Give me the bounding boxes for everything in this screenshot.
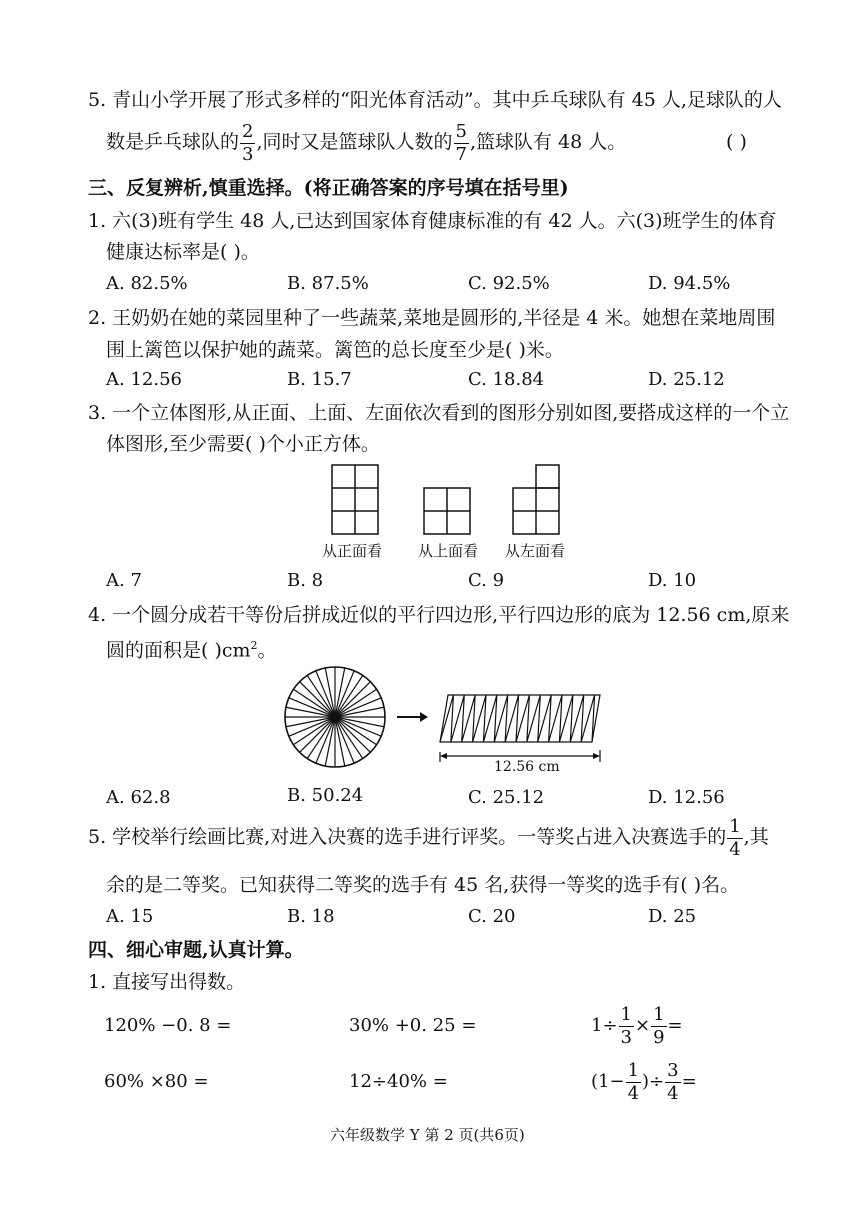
q1-option-c[interactable]: C. 92.5% <box>468 273 550 294</box>
calc-item-4: 60% ×80 = <box>104 1071 209 1092</box>
top-view-grid <box>424 488 470 534</box>
q4-option-d[interactable]: D. 12.56 <box>648 787 725 808</box>
sector-zigzag <box>440 695 595 742</box>
q3-option-a[interactable]: A. 7 <box>106 570 142 591</box>
q3-option-d[interactable]: D. 10 <box>648 570 697 591</box>
approx-parallelogram <box>440 695 600 742</box>
judge-q5-text-b: ,同时又是篮球队人数的 <box>256 131 453 153</box>
fraction: $\frac{2}{3}$ <box>242 120 254 165</box>
circle-to-parallelogram-figure <box>280 662 610 780</box>
q1-line1: 1. 六(3)班有学生 48 人,已达到国家体育健康标准的有 42 人。六(3)班学生的体育 <box>88 210 777 232</box>
page-footer: 六年级数学 Y 第 2 页(共6页) <box>330 1126 525 1144</box>
q5-option-c[interactable]: C. 20 <box>468 906 516 927</box>
q2-option-a[interactable]: A. 12.56 <box>106 369 182 390</box>
calc-q1-title: 1. 直接写出得数。 <box>88 971 246 993</box>
q5-option-a[interactable]: A. 15 <box>106 906 154 927</box>
q1-option-a[interactable]: A. 82.5% <box>106 273 188 294</box>
q2-option-d[interactable]: D. 25.12 <box>648 369 725 390</box>
squared-superscript: 2 <box>250 639 258 652</box>
view-label-top: 从上面看 <box>418 542 479 560</box>
q5-line2: 余的是二等奖。已知获得二等奖的选手有 45 名,获得一等奖的选手有( )名。 <box>106 874 740 896</box>
answer-paren[interactable]: ( ) <box>726 131 747 153</box>
fraction: $\frac{1}{4}$ <box>729 815 741 860</box>
q4-option-c[interactable]: C. 25.12 <box>468 787 545 808</box>
q3-line2: 体图形,至少需要( )个小正方体。 <box>106 433 380 455</box>
calc-item-6: (1− $\frac{1}{4}$ )÷ $\frac{3}{4}$ = <box>591 1059 697 1104</box>
q3-line1: 3. 一个立体图形,从正面、上面、左面依次看到的图形分别如图,要搭成这样的一个立 <box>88 402 790 424</box>
calc-item-1: 120% −0. 8 = <box>104 1015 232 1036</box>
judge-q5-text-c: ,篮球队有 48 人。 <box>469 131 627 153</box>
arrow-icon <box>397 712 428 722</box>
calc-item-2: 30% +0. 25 = <box>349 1015 477 1036</box>
q1-option-b[interactable]: B. 87.5% <box>287 273 369 294</box>
q1-line2: 健康达标率是( )。 <box>106 241 260 263</box>
judge-q5-line1: 5. 青山小学开展了形式多样的“阳光体育活动”。其中乒乓球队有 45 人,足球队的人 <box>88 89 782 111</box>
q4-option-b[interactable]: B. 50.24 <box>287 785 364 806</box>
base-length-label: 12.56 cm <box>494 759 560 775</box>
front-view-grid <box>332 465 378 534</box>
circle-center <box>332 714 338 720</box>
q2-line1: 2. 王奶奶在她的菜园里种了一些蔬菜,菜地是圆形的,半径是 4 米。她想在菜地周围 <box>88 307 776 329</box>
calc-item-3: 1÷ $\frac{1}{3}$ × $\frac{1}{9}$ = <box>591 1003 683 1048</box>
q4-line1: 4. 一个圆分成若干等份后拼成近似的平行四边形,平行四边形的底为 12.56 cm,原来 <box>88 604 790 626</box>
section-3-heading: 三、反复辨析,慎重选择。(将正确答案的序号填在括号里) <box>88 177 569 199</box>
q5-option-d[interactable]: D. 25 <box>648 906 697 927</box>
view-label-front: 从正面看 <box>322 542 383 560</box>
judge-q5-line2 <box>106 120 626 164</box>
fraction: $\frac{5}{7}$ <box>455 120 467 165</box>
q4-option-a[interactable]: A. 62.8 <box>106 787 171 808</box>
q4-line2: 圆的面积是( )$cm^2$。 <box>106 639 277 662</box>
q2-line2: 围上篱笆以保护她的蔬菜。篱笆的总长度至少是( )米。 <box>106 339 564 361</box>
q2-option-b[interactable]: B. 15.7 <box>287 369 352 390</box>
judge-q5-text-a: 数是乒乓球队的 <box>106 131 240 153</box>
q2-option-c[interactable]: C. 18.84 <box>468 369 545 390</box>
q5-option-b[interactable]: B. 18 <box>287 906 335 927</box>
q5-line1: 5. 学校举行绘画比赛,对进入决赛的选手进行评奖。一等奖占进入决赛选手的 $\frac{1}{4}$ ,其 <box>88 815 769 860</box>
calc-item-5: 12÷40% = <box>349 1071 448 1092</box>
divided-circle <box>285 667 385 767</box>
q1-option-d[interactable]: D. 94.5% <box>648 273 731 294</box>
q3-option-b[interactable]: B. 8 <box>287 570 324 591</box>
q3-option-c[interactable]: C. 9 <box>468 570 505 591</box>
section-4-heading: 四、细心审题,认真计算。 <box>88 939 304 961</box>
view-label-left: 从左面看 <box>505 542 566 560</box>
left-view-grid <box>513 465 559 534</box>
